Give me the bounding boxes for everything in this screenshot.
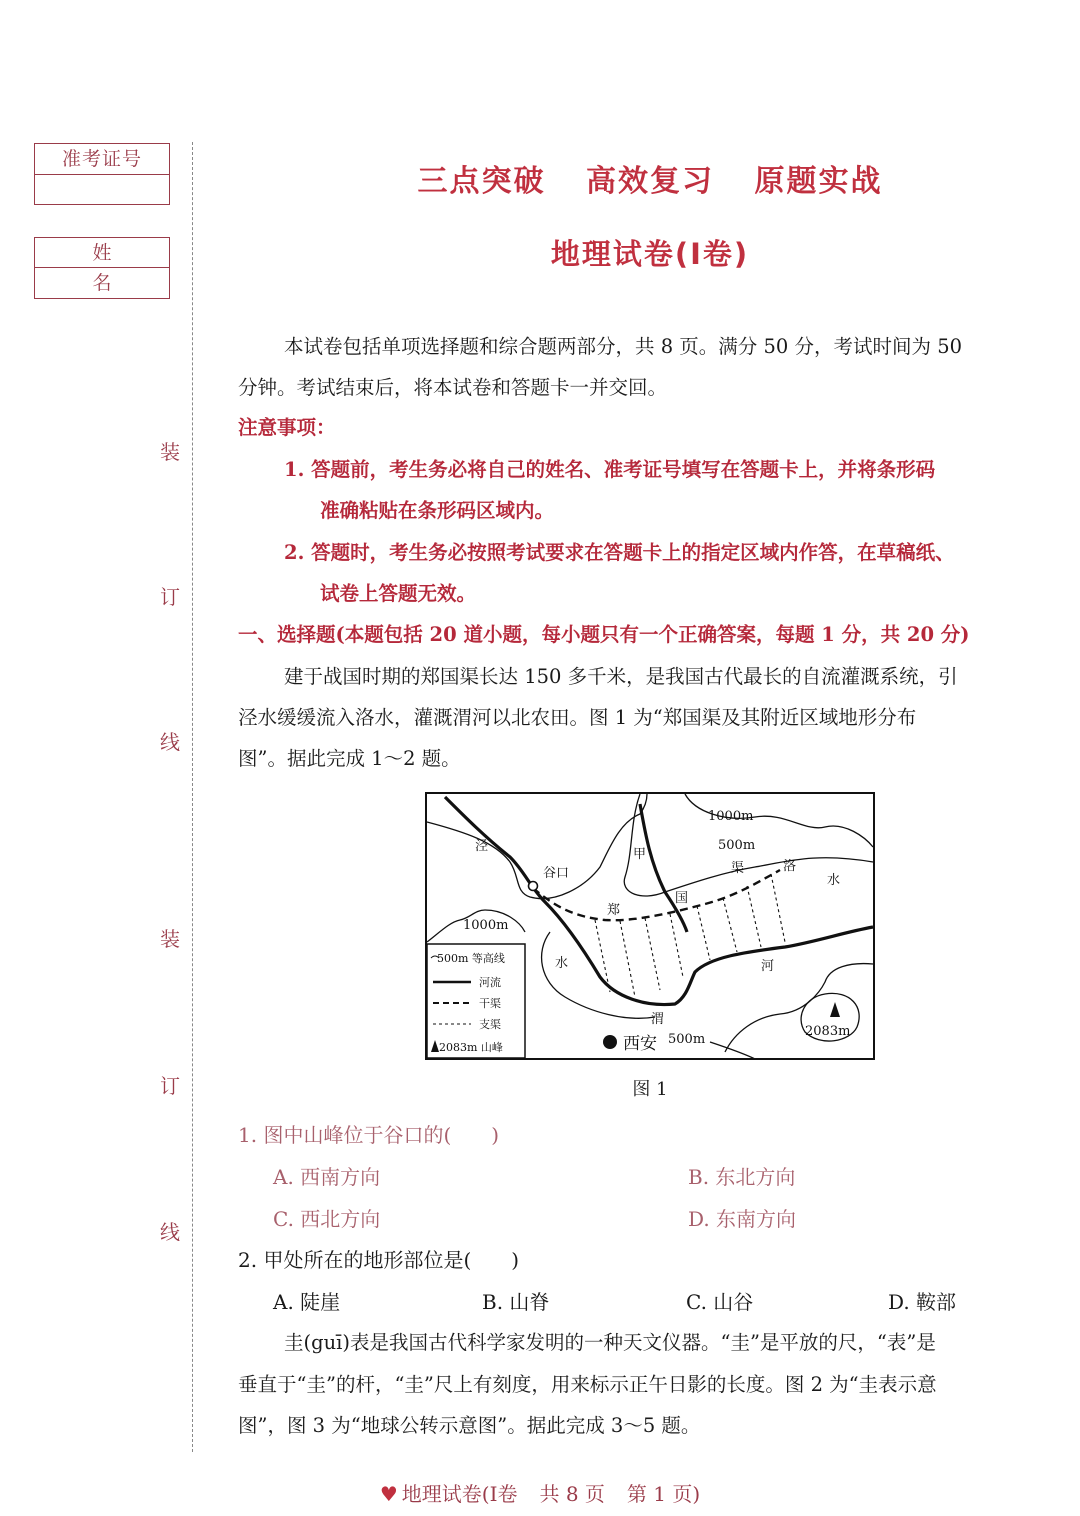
binding-char: 装 bbox=[160, 440, 180, 464]
figure-1-caption: 图 1 bbox=[632, 1079, 668, 1100]
binding-char: 装 bbox=[160, 927, 180, 951]
binding-char: 订 bbox=[160, 1074, 180, 1098]
exam-id-label: 准考证号 bbox=[35, 144, 169, 175]
page-footer bbox=[0, 1478, 1080, 1507]
notice-1-line-1: 1. 答题前，考生务必将自己的姓名、准考证号填写在答题卡上，并将条形码 bbox=[284, 458, 936, 481]
question-1-option-d: D. 东南方向 bbox=[688, 1207, 797, 1231]
label-guo: 国 bbox=[675, 891, 689, 906]
footer-page-number: 第 1 页) bbox=[626, 1482, 701, 1506]
label-wei: 渭 bbox=[651, 1012, 665, 1027]
notice-2-line-1: 2. 答题时，考生务必按照考试要求在答题卡上的指定区域内作答，在草稿纸、 bbox=[284, 541, 955, 564]
legend-branch-canal: 支渠 bbox=[479, 1018, 501, 1031]
question-1-option-c: C. 西北方向 bbox=[273, 1207, 381, 1231]
question-2-option-b: B. 山脊 bbox=[482, 1290, 550, 1314]
name-label: 姓名 bbox=[35, 238, 169, 268]
exam-id-box bbox=[34, 143, 170, 205]
section-2-para-line-3: 图”，图 3 为“地球公转示意图”。据此完成 3～5 题。 bbox=[238, 1414, 701, 1437]
label-luo: 洛 bbox=[783, 859, 797, 874]
legend-main-canal: 干渠 bbox=[479, 997, 501, 1010]
binding-char: 线 bbox=[160, 730, 180, 754]
label-peak-height: 2083m bbox=[805, 1024, 851, 1039]
banner-slogan bbox=[240, 156, 1060, 200]
legend-peak: 2083m 山峰 bbox=[439, 1041, 503, 1054]
section-1-para-line-2: 泾水缓缓流入洛水，灌溉渭河以北农田。图 1 为“郑国渠及其附近区域地形分布 bbox=[238, 706, 917, 729]
binding-dashed-line bbox=[192, 142, 193, 1452]
question-1-stem: 1. 图中山峰位于谷口的( ) bbox=[238, 1123, 500, 1147]
banner-part: 高效复习 bbox=[586, 164, 714, 199]
label-gukou: 谷口 bbox=[543, 866, 570, 881]
label-contour-1000-b: 1000m bbox=[463, 918, 509, 933]
label-he: 河 bbox=[761, 959, 775, 974]
binding-char: 订 bbox=[160, 585, 180, 609]
intro-line-2: 分钟。考试结束后，将本试卷和答题卡一并交回。 bbox=[238, 376, 668, 399]
section-2-para-line-2: 垂直于“圭”的杆，“圭”尺上有刻度，用来标示正午日影的长度。图 2 为“圭表示意 bbox=[238, 1373, 937, 1396]
label-jing: 泾 bbox=[475, 839, 489, 854]
section-1-para-line-3: 图”。据此完成 1～2 题。 bbox=[238, 747, 461, 770]
label-contour-1000: 1000m bbox=[708, 809, 754, 824]
binding-char: 线 bbox=[160, 1220, 180, 1244]
xian-marker bbox=[603, 1035, 617, 1049]
intro-line-1: 本试卷包括单项选择题和综合题两部分，共 8 页。满分 50 分，考试时间为 50 bbox=[284, 335, 963, 358]
label-contour-500-b: 500m bbox=[668, 1032, 706, 1047]
question-2-option-c: C. 山谷 bbox=[686, 1290, 754, 1314]
footer-subject: 地理试卷(Ⅰ卷 bbox=[401, 1482, 518, 1506]
section-1-heading: 一、选择题(本题包括 20 道小题，每小题只有一个正确答案，每题 1 分，共 20 分) bbox=[238, 623, 970, 646]
notice-1-line-2: 准确粘贴在条形码区域内。 bbox=[320, 499, 555, 522]
footer-total-pages: 共 8 页 bbox=[539, 1482, 605, 1506]
name-box bbox=[34, 237, 170, 299]
notice-title: 注意事项： bbox=[238, 416, 336, 439]
banner-part: 三点突破 bbox=[417, 164, 546, 199]
section-1-para-line-1: 建于战国时期的郑国渠长达 150 多千米，是我国古代最长的自流灌溉系统，引 bbox=[284, 665, 958, 688]
label-zheng: 郑 bbox=[607, 903, 621, 918]
question-1-option-b: B. 东北方向 bbox=[688, 1165, 796, 1189]
label-shui-1: 水 bbox=[827, 873, 841, 888]
page-title: 地理试卷(Ⅰ卷) bbox=[550, 237, 750, 271]
question-2-option-a: A. 陡崖 bbox=[273, 1290, 341, 1314]
banner-part: 原题实战 bbox=[754, 164, 883, 199]
section-2-para-line-1: 圭(guī)表是我国古代科学家发明的一种天文仪器。“圭”是平放的尺，“表”是 bbox=[284, 1331, 936, 1354]
question-2-stem: 2. 甲处所在的地形部位是( ) bbox=[238, 1248, 520, 1272]
label-contour-500: 500m bbox=[718, 838, 756, 853]
zhengguo-canal-map bbox=[425, 792, 875, 1060]
notice-2-line-2: 试卷上答题无效。 bbox=[320, 582, 477, 605]
question-1-option-a: A. 西南方向 bbox=[273, 1165, 381, 1189]
label-shui-2: 水 bbox=[555, 956, 569, 971]
legend-contour: 500m 等高线 bbox=[437, 952, 505, 965]
label-qu: 渠 bbox=[731, 861, 745, 876]
legend-river: 河流 bbox=[479, 976, 501, 989]
heart-icon: ♥ bbox=[379, 1482, 398, 1506]
question-2-option-d: D. 鞍部 bbox=[888, 1290, 957, 1314]
label-xian: 西安 bbox=[623, 1034, 657, 1054]
label-jia: 甲 bbox=[633, 847, 647, 862]
gukou-marker bbox=[529, 882, 538, 891]
